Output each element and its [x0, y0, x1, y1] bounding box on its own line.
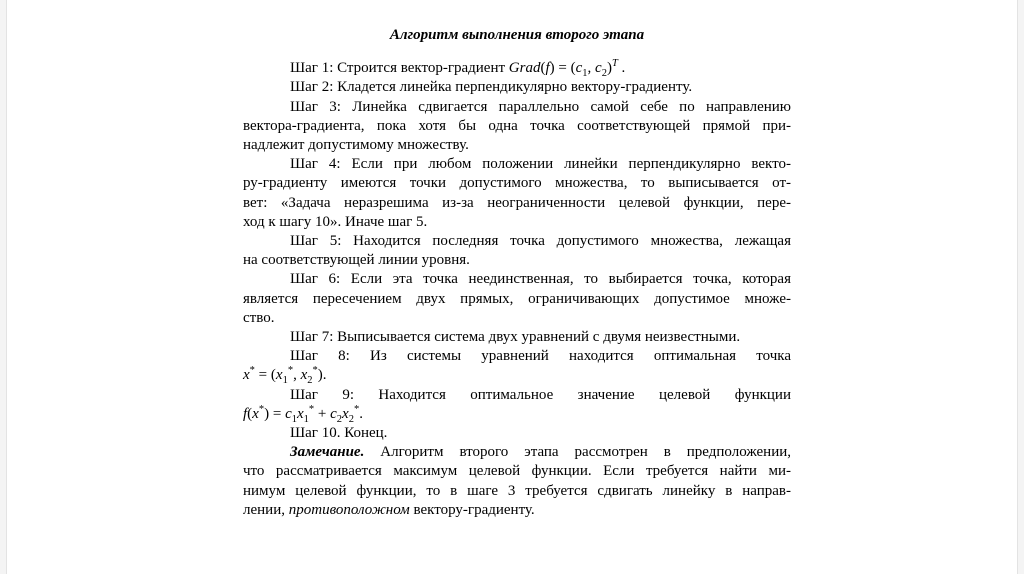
text-segment: Шаг 8: Из системы уравнений находится оптимальная точка	[290, 348, 791, 365]
paragraph	[243, 78, 791, 97]
text-segment: x	[296, 405, 304, 422]
text-segment: ход к шагу 10». Иначе шаг 5.	[243, 213, 428, 230]
text-segment: *	[308, 403, 315, 415]
text-line	[243, 194, 791, 213]
text-segment: 2	[336, 413, 343, 425]
text-line	[243, 117, 791, 136]
text-line	[243, 443, 791, 462]
text-segment: T	[611, 58, 618, 70]
page-right-edge	[1017, 0, 1024, 574]
paragraph	[243, 98, 791, 156]
text-segment: +	[314, 405, 331, 422]
text-line	[243, 424, 791, 443]
paragraph	[243, 443, 791, 520]
text-line	[243, 501, 791, 520]
text-line	[243, 386, 791, 405]
paragraph	[243, 328, 791, 347]
text-line	[243, 482, 791, 501]
text-segment: c	[330, 405, 337, 422]
text-segment: (	[540, 60, 546, 77]
text-segment: противоположном	[288, 501, 410, 518]
text-line	[243, 98, 791, 117]
paragraph	[243, 424, 791, 443]
text-segment: 1	[282, 375, 288, 387]
text-line	[243, 328, 791, 347]
text-segment: )	[606, 60, 612, 77]
text-segment: x	[252, 405, 259, 422]
text-line	[243, 251, 791, 270]
text-line	[243, 78, 791, 97]
text-segment: Шаг 5: Находится последняя точка допустимого множества, лежащая	[290, 233, 791, 250]
text-segment: 2	[601, 68, 607, 80]
text-segment: 1	[582, 68, 588, 80]
text-segment: x	[243, 367, 250, 384]
text-segment: Алгоритм второго этапа рассмотрен в предположении,	[364, 444, 791, 461]
text-segment: c	[285, 405, 292, 422]
text-segment: f	[243, 405, 248, 422]
text-line	[243, 136, 791, 155]
document-title: Алгоритм выполнения второго этапа	[389, 27, 645, 43]
text-segment: 2	[348, 413, 354, 425]
text-line	[243, 462, 791, 481]
text-segment: нимум целевой функции, то в шаге 3 требуется сдвигать линейку в направ-	[243, 482, 791, 499]
text-line	[243, 232, 791, 251]
text-segment: ,	[587, 60, 596, 77]
paragraph	[243, 232, 791, 270]
text-segment: Шаг 6: Если эта точка неединственная, то выбирается точка, которая	[290, 271, 791, 288]
paragraph	[243, 155, 791, 232]
text-segment: 1	[291, 413, 297, 425]
paragraph	[243, 347, 791, 385]
text-segment: c	[575, 60, 583, 77]
text-segment: x	[275, 367, 283, 384]
text-line	[243, 405, 791, 424]
text-segment: *	[258, 403, 265, 415]
text-segment: ).	[317, 367, 327, 384]
text-segment: x	[300, 367, 308, 384]
text-segment: Grad	[508, 60, 541, 77]
paragraph	[243, 270, 791, 328]
text-segment: 1	[303, 413, 309, 425]
text-segment: *	[249, 365, 255, 377]
slide	[243, 26, 791, 520]
text-segment: Шаг 7: Выписывается система двух уравнений с двумя неизвестными.	[290, 329, 741, 346]
text-line	[243, 290, 791, 309]
page-left-edge	[0, 0, 7, 574]
paragraph	[243, 59, 791, 78]
text-line	[243, 155, 791, 174]
text-segment: Замечание.	[290, 444, 365, 461]
text-line	[243, 213, 791, 232]
text-segment: на соответствующей линии уровня.	[243, 252, 470, 269]
text-segment: Шаг 3: Линейка сдвигается параллельно самой себе по направлению	[290, 98, 791, 115]
text-segment: Шаг 4: Если при любом положении линейки перпендикулярно векто-	[290, 156, 791, 173]
text-line	[243, 366, 791, 385]
text-line	[243, 347, 791, 366]
text-segment: ство.	[243, 309, 275, 326]
text-segment: Шаг 2: Кладется линейка перпендикулярно вектору-градиенту.	[290, 79, 693, 96]
text-segment: ) =	[264, 405, 286, 422]
paragraph	[243, 386, 791, 424]
text-segment: ,	[293, 367, 301, 384]
text-segment: вектору-градиенту.	[409, 501, 535, 518]
text-segment: .	[617, 60, 626, 77]
text-segment: 2	[307, 375, 313, 387]
text-segment: *	[287, 365, 294, 377]
text-segment: ) = (	[549, 60, 576, 77]
text-segment: f	[545, 60, 550, 77]
text-segment: (	[247, 405, 253, 422]
text-segment: x	[342, 405, 349, 422]
text-segment: .	[359, 405, 363, 422]
text-segment: лении,	[243, 501, 289, 518]
text-segment: что рассматривается максимум целевой функции. Если требуется найти ми-	[243, 463, 791, 480]
text-segment: *	[353, 403, 360, 415]
text-segment: Шаг 1: Строится вектор-градиент	[290, 60, 509, 77]
text-segment: вектора-градиента, пока хотя бы одна точка соответствующей прямой при-	[243, 117, 791, 134]
text-line	[243, 309, 791, 328]
text-line	[243, 174, 791, 193]
text-segment: вет: «Задача неразрешима из-за неограниченности целевой функции, пере-	[243, 194, 791, 211]
text-segment: является пересечением двух прямых, ограничивающих допустимое множе-	[243, 290, 791, 307]
paragraphs	[243, 59, 791, 520]
text-segment: *	[312, 365, 318, 377]
text-segment: = (	[254, 367, 276, 384]
text-segment: надлежит допустимому множеству.	[243, 137, 469, 154]
text-segment: Шаг 9: Находится оптимальное значение целевой функции	[290, 386, 791, 403]
text-segment: c	[595, 60, 602, 77]
text-line	[243, 270, 791, 289]
text-line	[243, 59, 791, 78]
text-segment: ру-градиенту имеются точки допустимого множества, то выписывается от-	[243, 175, 791, 192]
text-segment: Шаг 10. Конец.	[290, 425, 388, 442]
